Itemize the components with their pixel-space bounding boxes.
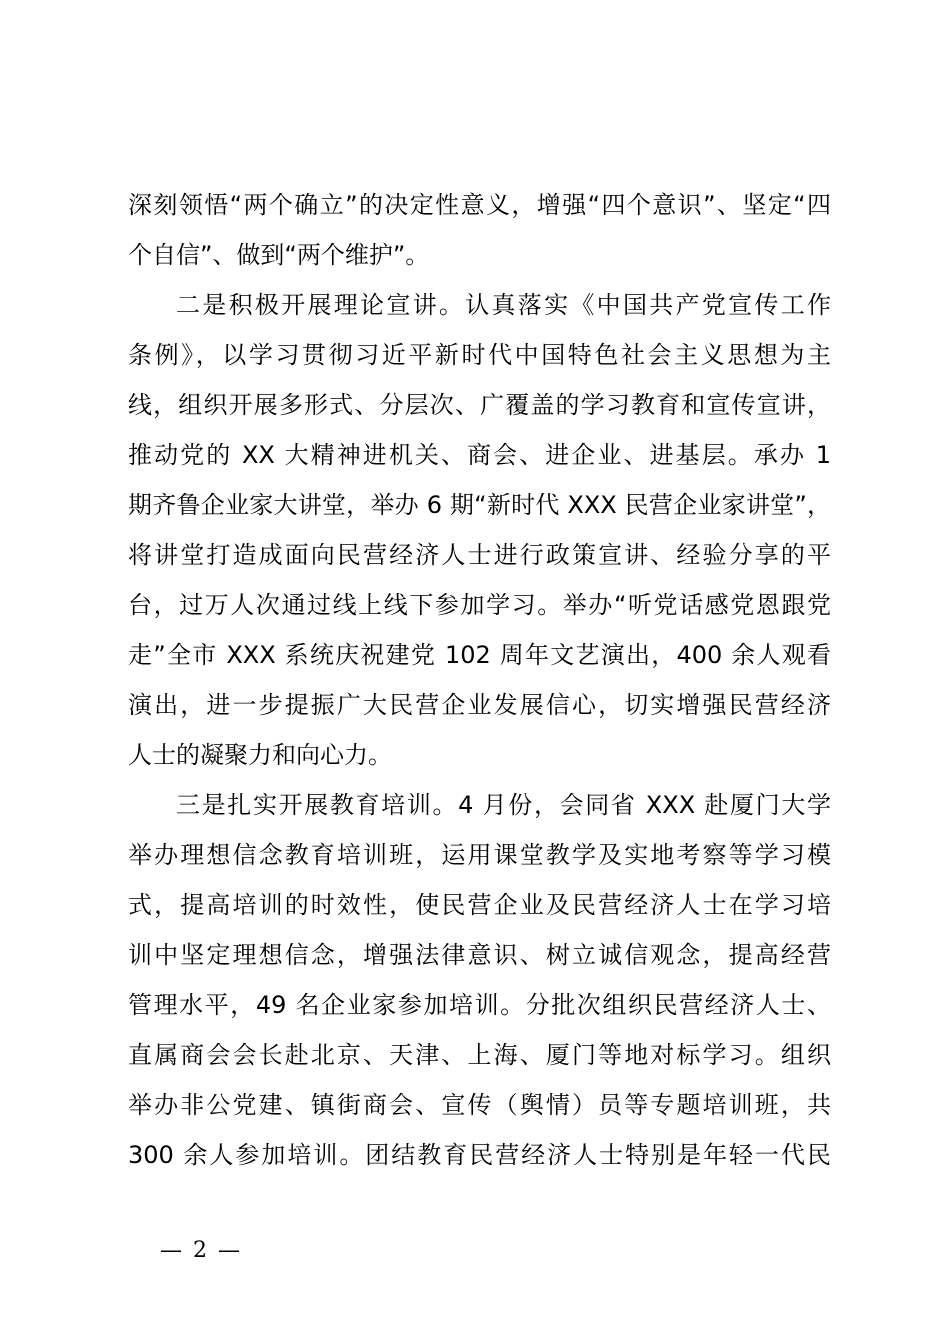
text-line: 300 余人参加培训。团结教育民营经济人士特别是年轻一代民: [128, 1141, 831, 1169]
text-line: 将讲堂打造成面向民营经济人士进行政策宣讲、经验分享的平: [128, 541, 831, 569]
text-line: 二是积极开展理论宣讲。认真落实《中国共产党宣传工作: [176, 291, 831, 319]
text-line: 台，过万人次通过线上线下参加学习。举办“听党话感党恩跟党: [128, 591, 831, 619]
text-line: 直属商会会长赴北京、天津、上海、厦门等地对标学习。组织: [128, 1041, 831, 1069]
text-line: 个自信”、做到“两个维护”。: [128, 241, 430, 269]
text-line: 条例》，以学习贯彻习近平新时代中国特色社会主义思想为主: [128, 341, 831, 369]
text-line: 人士的凝聚力和向心力。: [128, 741, 392, 769]
page-number: — 2 —: [160, 1238, 242, 1263]
text-line: 线，组织开展多形式、分层次、广覆盖的学习教育和宣传宣讲，: [128, 391, 831, 419]
text-line: 推动党的 XX 大精神进机关、商会、进企业、进基层。承办 1: [128, 441, 831, 469]
text-line: 训中坚定理想信念，增强法律意识、树立诚信观念，提高经营: [128, 941, 831, 969]
text-line: 举办理想信念教育培训班，运用课堂教学及实地考察等学习模: [128, 841, 831, 869]
text-line: 举办非公党建、镇街商会、宣传（舆情）员等专题培训班，共: [128, 1091, 831, 1119]
text-line: 走”全市 XXX 系统庆祝建党 102 周年文艺演出，400 余人观看: [128, 641, 831, 669]
text-line: 演出，进一步提振广大民营企业发展信心，切实增强民营经济: [128, 691, 831, 719]
text-line: 三是扎实开展教育培训。4 月份，会同省 XXX 赴厦门大学: [176, 791, 831, 819]
body-text: [128, 180, 831, 1180]
text-line: 期齐鲁企业家大讲堂，举办 6 期“新时代 XXX 民营企业家讲堂”，: [128, 491, 831, 519]
text-line: 管理水平，49 名企业家参加培训。分批次组织民营经济人士、: [128, 991, 831, 1019]
text-line: 深刻领悟“两个确立”的决定性意义，增强“四个意识”、坚定“四: [128, 191, 831, 219]
text-line: 式，提高培训的时效性，使民营企业及民营经济人士在学习培: [128, 891, 831, 919]
